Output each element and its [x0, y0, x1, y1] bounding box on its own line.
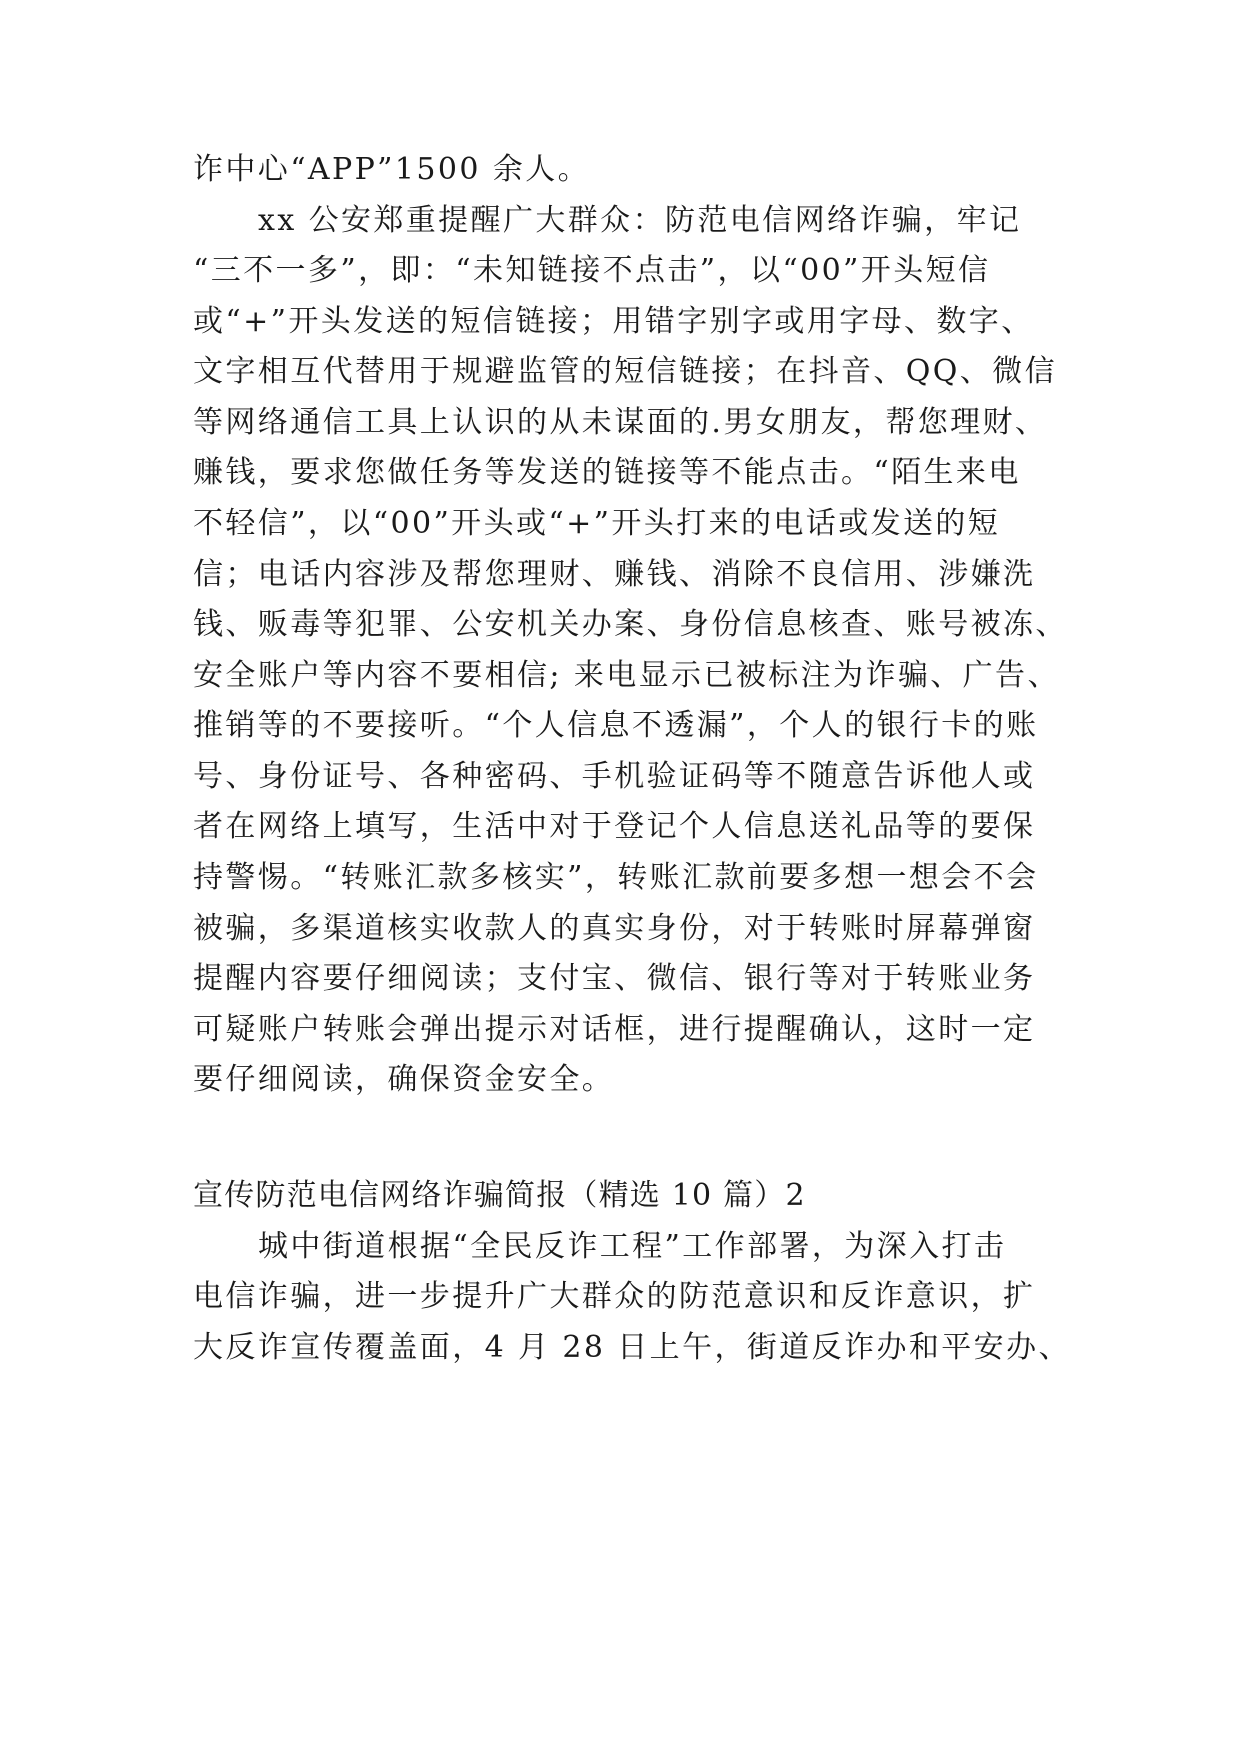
paragraph-line: 诈中心“APP”1500 余人。 — [193, 152, 590, 187]
paragraph-line: 等网络通信工具上认识的从未谋面的.男女朋友，帮您理财、 — [193, 405, 1048, 440]
paragraph-line: 推销等的不要接听。“个人信息不透漏”，个人的银行卡的账 — [193, 708, 1039, 743]
paragraph-line: xx 公安郑重提醒广大群众：防范电信网络诈骗，牢记 — [258, 203, 1022, 238]
paragraph-line: 者在网络上填写，生活中对于登记个人信息送礼品等的要保 — [193, 809, 1036, 844]
section-heading: 宣传防范电信网络诈骗简报（精选 10 篇）2 — [193, 1178, 806, 1213]
paragraph-line: 号、身份证号、各种密码、手机验证码等不随意告诉他人或 — [193, 759, 1036, 794]
paragraph-line: 被骗，多渠道核实收款人的真实身份，对于转账时屏幕弹窗 — [193, 911, 1036, 946]
paragraph-line: 持警惕。“转账汇款多核实”，转账汇款前要多想一想会不会 — [193, 860, 1039, 895]
paragraph-line: 安全账户等内容不要相信; 来电显示已被标注为诈骗、广告、 — [193, 658, 1060, 693]
paragraph-line: 不轻信”，以“00”开头或“+”开头打来的电话或发送的短 — [193, 506, 1001, 541]
paragraph-line: 提醒内容要仔细阅读；支付宝、微信、银行等对于转账业务 — [193, 961, 1036, 996]
paragraph-line: “三不一多”，即：“未知链接不点击”，以“00”开头短信 — [193, 253, 991, 288]
paragraph-line: 信；电话内容涉及帮您理财、赚钱、消除不良信用、涉嫌洗 — [193, 557, 1036, 592]
paragraph-line: 城中街道根据“全民反诈工程”工作部署，为深入打击 — [258, 1229, 1007, 1264]
paragraph-line: 电信诈骗，进一步提升广大群众的防范意识和反诈意识，扩 — [193, 1279, 1036, 1314]
paragraph-line: 赚钱，要求您做任务等发送的链接等不能点击。“陌生来电 — [193, 455, 1021, 490]
paragraph-line: 或“+”开头发送的短信链接；用错字别字或用字母、数字、 — [193, 304, 1034, 339]
paragraph-line: 要仔细阅读，确保资金安全。 — [193, 1062, 615, 1097]
paragraph-line: 钱、贩毒等犯罪、公安机关办案、身份信息核查、账号被冻、 — [193, 607, 1068, 642]
paragraph-line: 文字相互代替用于规避监管的短信链接；在抖音、QQ、微信 — [193, 354, 1057, 389]
paragraph-line: 大反诈宣传覆盖面，4 月 28 日上午，街道反诈办和平安办、 — [193, 1330, 1071, 1365]
paragraph-line: 可疑账户转账会弹出提示对话框，进行提醒确认，这时一定 — [193, 1012, 1036, 1047]
